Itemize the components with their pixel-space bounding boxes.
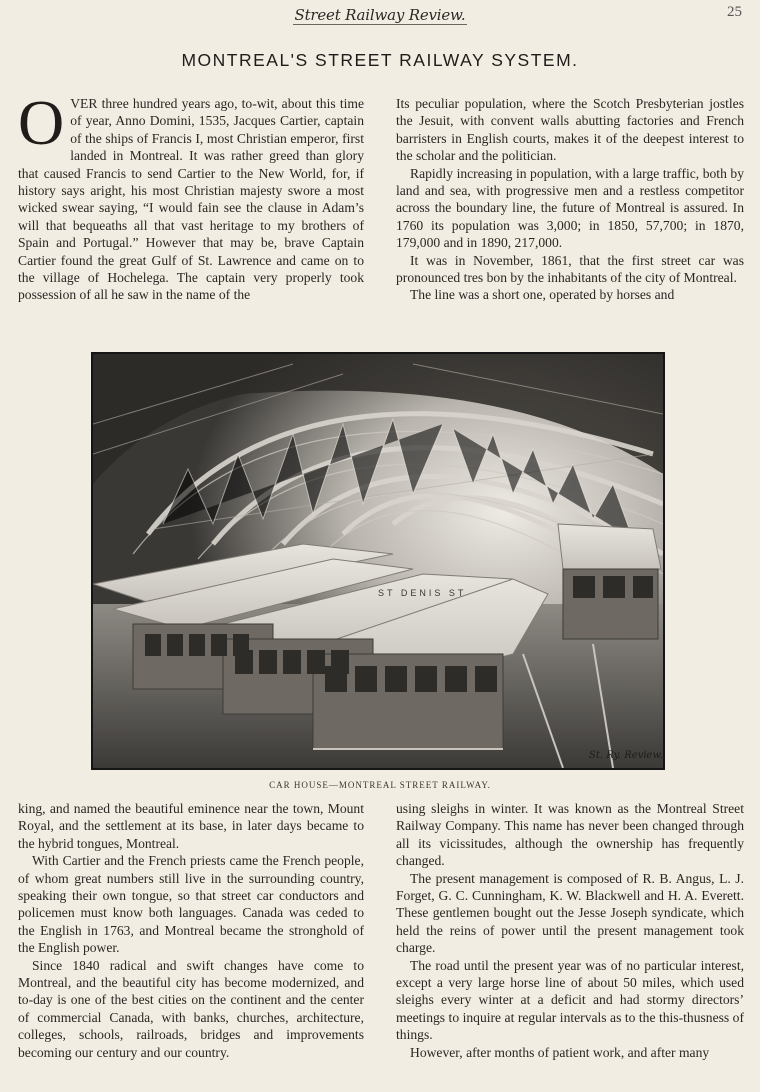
paragraph: king, and named the beautiful eminence near the town, Mount Royal, and the settlement at its base, in later days became to the hybrid tongues, Montreal. — [18, 801, 364, 851]
paragraph: The road until the present year was of no particular interest, except a very large horse line of about 50 miles, which used sleighs every winter at a deficit and had stormy directors’ meetings to inquire at regular intervals as to the this-thusness of things. — [396, 957, 744, 1043]
paragraph — [18, 87, 364, 304]
drop-cap: O — [18, 87, 65, 158]
paragraph: Its peculiar population, where the Scotch Presbyterian jostles the Jesuit, with convent walls abutting factories and French barristers in English courts, makes it of the deepest interest to the scholar and the politician. — [396, 96, 744, 164]
paragraph: The present management is composed of R. B. Angus, L. J. Forget, G. C. Cunningham, K. W. Blackwell and H. A. Everett. These gentlemen bought out the Jesse Joseph syndicate, which held the reins of power until the present management took charge. — [396, 870, 744, 956]
masthead — [0, 6, 760, 24]
column-bottom-left — [18, 800, 364, 1061]
paragraph-text: VER three hundred years ago, to-wit, about this time of year, Anno Domini, 1535, Jacques Cartier, captain of the ships of Francis I, most Christian emperor, first landed in Montreal. It was rather greed than glory that caused Francis to send Cartier to the New World, for, if history says aright, his most Christian majesty swore a most wicked swear saying, “I would fain see the clause in Adam’s will that bequeaths all that vast heritage to my brothers of Spain and Portugal.” However that may be, brave Captain Cartier found the great Gulf of St. Lawrence and came on to the village of Hochelega. The captain very properly took possession of all he saw in the name of the — [18, 96, 364, 303]
paragraph: However, after months of patient work, and after many — [410, 1044, 710, 1060]
column-top-right — [396, 95, 744, 304]
page-number: 25 — [727, 4, 742, 20]
paragraph: The line was a short one, operated by horses and — [410, 287, 675, 303]
photo-caption: CAR HOUSE—MONTREAL STREET RAILWAY. — [269, 780, 491, 790]
paragraph: using sleighs in winter. It was known as the Montreal Street Railway Company. This name has never been changed through all its vicissitudes, although the ownership has frequently changed. — [396, 801, 744, 869]
column-top-left — [18, 87, 364, 304]
paragraph: Since 1840 radical and swift changes have come to Montreal, and the beautiful city has become modernized, and to-day is one of the best cities on the continent and the center of commercial Canada, with banks, churches, architecture, colleges, schools, railroads, bridges and improvements becoming our century and our country. — [18, 957, 364, 1060]
car-house-photo — [91, 352, 665, 770]
paragraph: With Cartier and the French priests came the French people, of whom great numbers still live in the surrounding country, speaking their own tongue, so that street car conductors and policemen must know both languages. Canada was ceded to the English in 1763, and Montreal became the stronghold of the English power. — [18, 853, 364, 956]
photo-signature: St. Ry. Review. — [589, 750, 663, 761]
paragraph: It was in November, 1861, that the first street car was pronounced tres bon by the inhabitants of the city of Montreal. — [396, 252, 744, 286]
column-bottom-right — [396, 800, 744, 1061]
paragraph: Rapidly increasing in population, with a large traffic, both by land and sea, with progressive men and a restless competitor across the boundary line, the future of Montreal is assured. In 1760 its population was 3,000; in 1850, 57,700; in 1870, 179,000 and in 1890, 217,000. — [396, 165, 744, 251]
article-title: MONTREAL'S STREET RAILWAY SYSTEM. — [181, 50, 579, 70]
car-destination-sign: ST DENIS ST — [378, 588, 467, 598]
masthead-text: Street Railway Review. — [294, 6, 466, 24]
